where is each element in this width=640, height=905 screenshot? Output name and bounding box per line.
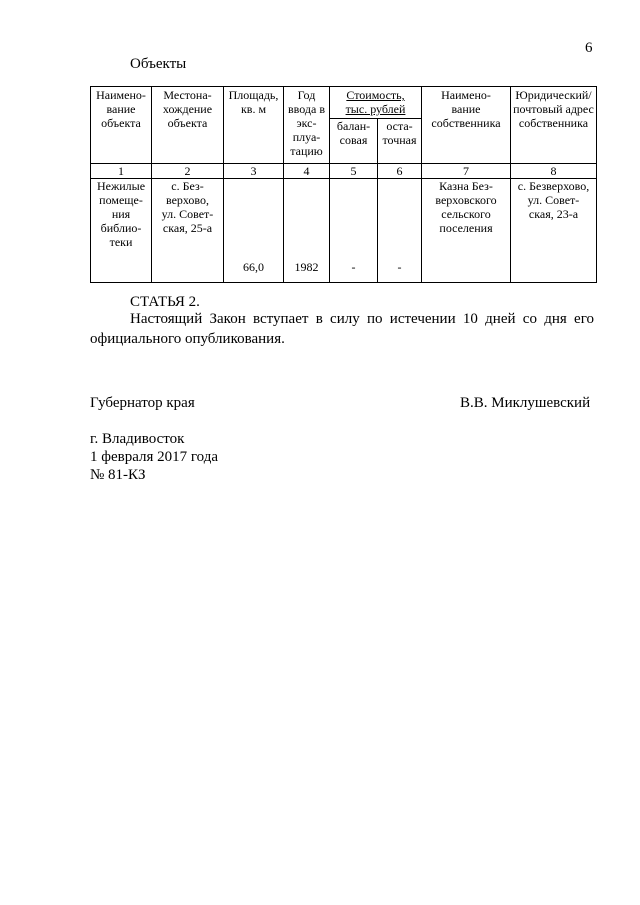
header-object-location: Местона- хождение объекта [152, 87, 224, 164]
column-numbers-row [91, 164, 597, 179]
cell-owner-address: с. Безверхово, ул. Совет- ская, 23-а [511, 179, 597, 283]
signatory-position: Губернатор края [90, 395, 195, 411]
table-header-row [91, 87, 597, 119]
signing-date: 1 февраля 2017 года [90, 449, 219, 465]
cell-year: 1982 [284, 179, 330, 283]
cell-cost-residual: - [378, 179, 422, 283]
section-title: Объекты [130, 56, 187, 72]
column-number: 3 [224, 164, 284, 179]
header-cost-residual: оста- точная [378, 119, 422, 164]
cell-cost-balance: - [330, 179, 378, 283]
cell-object-location: с. Без- верхово, ул. Совет- ская, 25-а [152, 179, 224, 283]
cell-area: 66,0 [224, 179, 284, 283]
column-number: 6 [378, 164, 422, 179]
law-number: № 81-КЗ [90, 467, 146, 483]
column-number: 7 [422, 164, 511, 179]
column-number: 8 [511, 164, 597, 179]
objects-table [90, 86, 597, 283]
header-owner-name: Наимено- вание собственника [422, 87, 511, 164]
column-number: 2 [152, 164, 224, 179]
column-number: 1 [91, 164, 152, 179]
column-number: 4 [284, 164, 330, 179]
cell-owner-name: Казна Без- верховского сельского поселения [422, 179, 511, 283]
article-text: Настоящий Закон вступает в силу по истечении 10 дней со дня его официального опубликования. [90, 311, 594, 347]
column-number: 5 [330, 164, 378, 179]
header-object-name: Наимено- вание объекта [91, 87, 152, 164]
cell-object-name: Нежилые помеще- ния библио- теки [91, 179, 152, 283]
header-cost [330, 87, 422, 119]
signing-city: г. Владивосток [90, 431, 185, 447]
header-cost-balance: балан- совая [330, 119, 378, 164]
page-number: 6 [585, 40, 593, 56]
header-year: Год ввода в экс- плуа- тацию [284, 87, 330, 164]
article-heading: СТАТЬЯ 2. [130, 294, 200, 310]
header-area: Площадь, кв. м [224, 87, 284, 164]
signatory-name: В.В. Миклушевский [460, 395, 591, 411]
header-cost-label: Стоимость, тыс. рублей [345, 88, 406, 116]
header-owner-address: Юридический/ почтовый адрес собственника [511, 87, 597, 164]
table-row [91, 179, 597, 283]
